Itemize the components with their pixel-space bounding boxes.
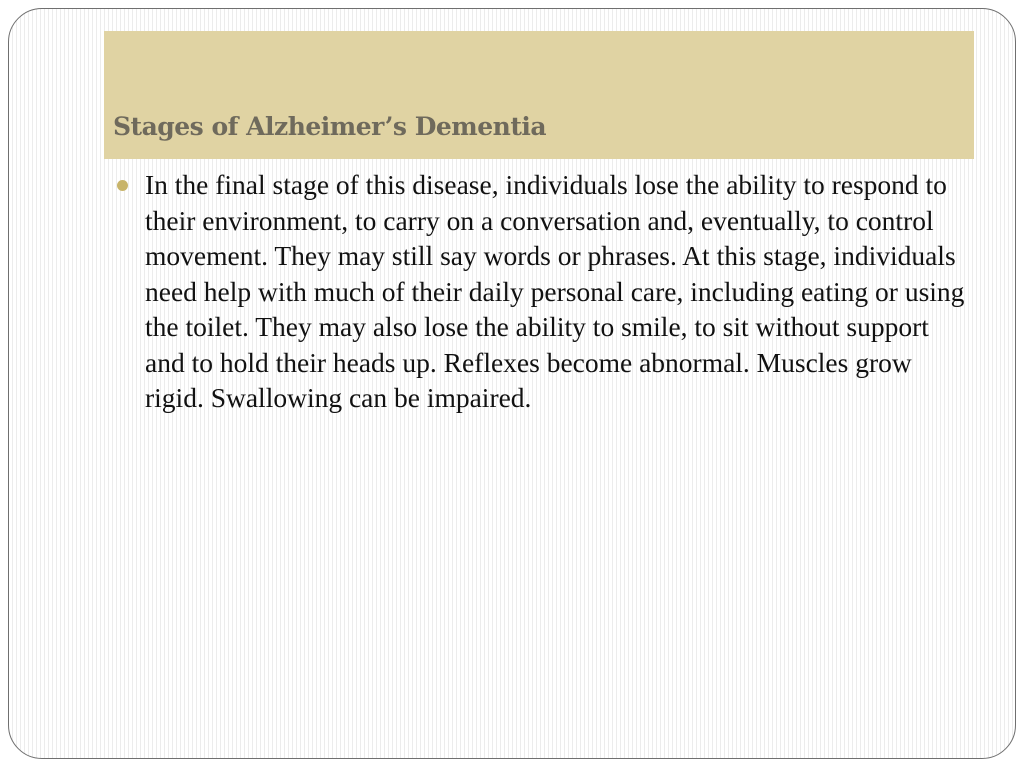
bullet-item [115,167,975,416]
bullet-list [115,167,975,416]
title-band [104,31,974,159]
slide [8,8,1016,759]
bullet-text: In the final stage of this disease, individuals lose the ability to respond to their environment, to carry on a conversation and, eventually, to control movement. They may still say words or phrases. At this stage, individuals need help with much of their daily personal care, including eating or using the toilet. They may also lose the ability to smile, to sit without support and to hold their heads up. Reflexes become abnormal. Muscles grow rigid. Swallowing can be impaired. [145,169,965,413]
bullet-dot-icon [117,180,128,191]
slide-title: Stages of Alzheimer’s Dementia [113,112,547,141]
